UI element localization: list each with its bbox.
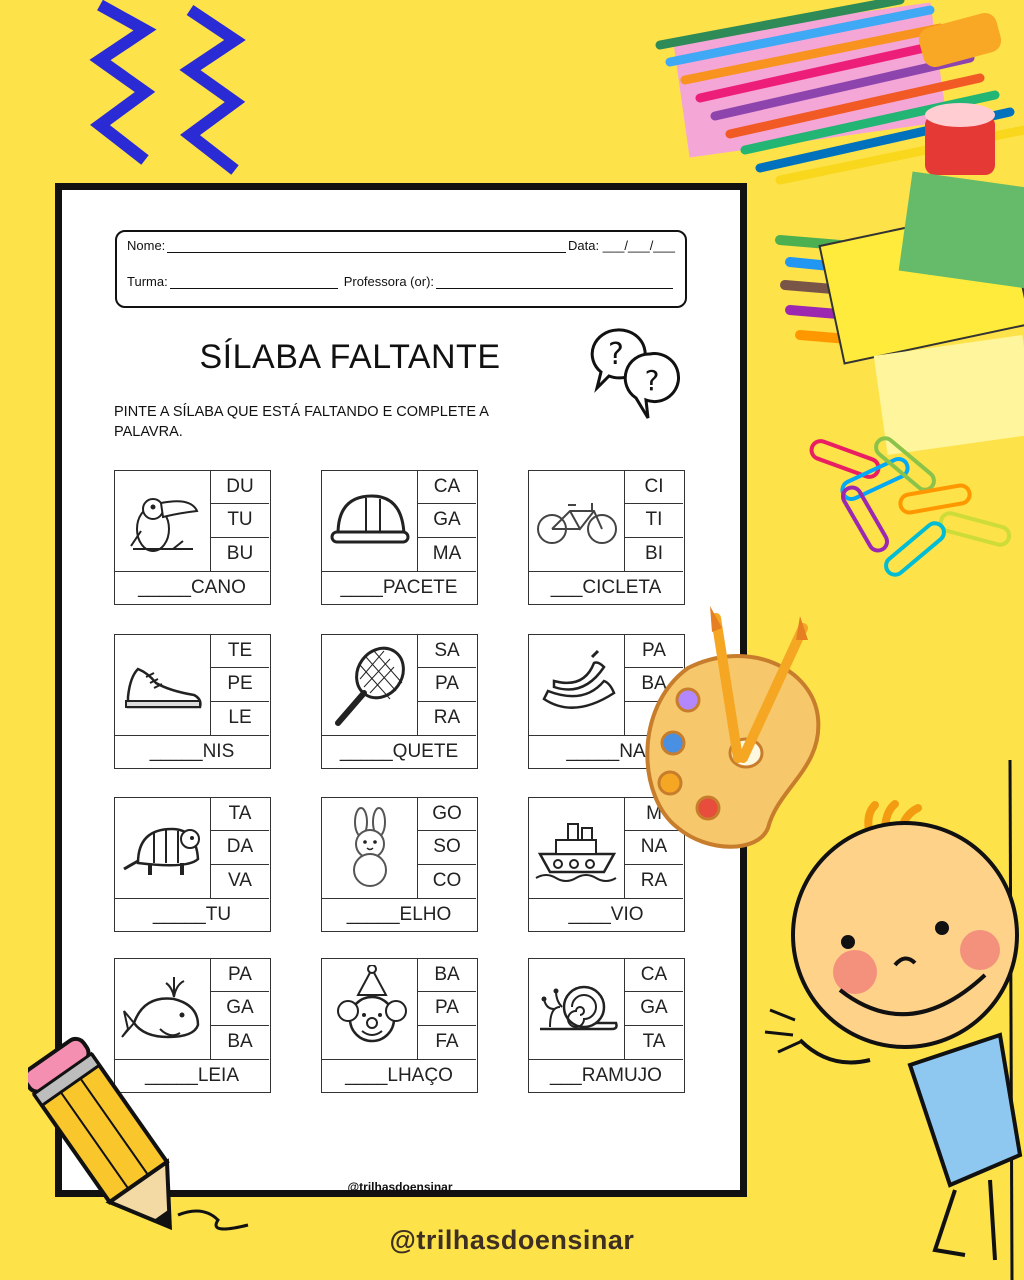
instruction-text: PINTE A SÍLABA QUE ESTÁ FALTANDO E COMPLETE A PALAVRA.	[114, 404, 489, 440]
class-label: Turma:	[127, 274, 168, 289]
syllable-option[interactable]: SA	[418, 635, 476, 668]
zigzag-decoration	[70, 0, 250, 190]
syllable-option[interactable]: TA	[211, 798, 269, 831]
syllable-option[interactable]: MA	[432, 543, 462, 565]
word-blank[interactable]: ____PACETE	[322, 571, 476, 604]
syllable-option[interactable]: CA	[418, 471, 476, 504]
syllable-option[interactable]: PA	[418, 668, 476, 701]
pencil-decoration	[28, 1030, 268, 1240]
syllable-option[interactable]: TA	[642, 1031, 666, 1053]
syllable-option[interactable]: GA	[625, 992, 683, 1025]
syllable-option[interactable]: PE	[211, 668, 269, 701]
syllable-option[interactable]: DU	[211, 471, 269, 504]
ship-icon	[529, 798, 625, 898]
class-line	[170, 274, 338, 289]
worksheet-title: SÍLABA FALTANTE	[199, 338, 501, 376]
word-blank[interactable]: _____NA	[529, 735, 683, 768]
syllable-option[interactable]: TE	[211, 635, 269, 668]
syllable-option[interactable]: BA	[418, 959, 476, 992]
banana-icon	[529, 635, 625, 735]
syllable-option[interactable]: CA	[625, 959, 683, 992]
exercise-card	[321, 470, 478, 605]
syllable-option[interactable]: LE	[228, 707, 252, 729]
teacher-label: Professora (or):	[343, 274, 435, 289]
syllable-option[interactable]: SO	[418, 831, 476, 864]
word-blank[interactable]: _____NIS	[115, 735, 269, 768]
rabbit-icon	[322, 798, 418, 898]
syllable-option[interactable]: RA	[433, 707, 461, 729]
syllable-option[interactable]: M	[625, 798, 683, 831]
syllable-option[interactable]: TU	[211, 504, 269, 537]
toucan-icon	[115, 471, 211, 571]
syllable-option[interactable]: CO	[432, 870, 462, 892]
clown-icon	[322, 959, 418, 1059]
syllable-option[interactable]: PA	[418, 992, 476, 1025]
exercise-card	[528, 470, 685, 605]
exercise-card	[114, 470, 271, 605]
word-blank[interactable]: ____VIO	[529, 898, 683, 931]
helmet-icon	[322, 471, 418, 571]
word-blank[interactable]: _____QUETE	[322, 735, 476, 768]
bicycle-icon	[529, 471, 625, 571]
syllable-option[interactable]: TI	[625, 504, 683, 537]
sneaker-icon	[115, 635, 211, 735]
word-blank[interactable]: ___CICLETA	[529, 571, 683, 604]
syllable-option[interactable]: BA	[227, 1031, 253, 1053]
svg-text:?: ?	[608, 337, 624, 372]
tennis-racket-icon	[322, 635, 418, 735]
syllable-option[interactable]: DA	[211, 831, 269, 864]
word-blank[interactable]: _____TU	[115, 898, 269, 931]
syllable-option[interactable]: RA	[640, 870, 668, 892]
syllable-option[interactable]: FA	[435, 1031, 459, 1053]
syllable-option[interactable]: NA	[625, 831, 683, 864]
exercise-card	[321, 797, 478, 932]
syllable-option[interactable]: GA	[418, 504, 476, 537]
exercise-card	[528, 958, 685, 1093]
syllable-option[interactable]: GO	[418, 798, 476, 831]
word-blank[interactable]: ____LHAÇO	[322, 1059, 476, 1092]
armadillo-icon	[115, 798, 211, 898]
boy-character-decoration	[760, 760, 1024, 1280]
exercise-card	[114, 797, 271, 932]
syllable-option[interactable]: CI	[625, 471, 683, 504]
syllable-option[interactable]: BI	[645, 543, 663, 565]
word-blank[interactable]: _____CANO	[115, 571, 269, 604]
syllable-option[interactable]: GA	[211, 992, 269, 1025]
syllable-option[interactable]: PA	[211, 959, 269, 992]
syllable-option[interactable]: PA	[625, 635, 683, 668]
word-blank[interactable]: _____LEIA	[115, 1059, 269, 1092]
name-label: Nome:	[127, 238, 166, 253]
worksheet-footer: @trilhasdoensinar	[347, 1180, 453, 1194]
svg-text:?: ?	[644, 364, 660, 397]
exercise-card	[114, 634, 271, 769]
teacher-line	[436, 274, 673, 289]
social-handle: @trilhasdoensinar	[389, 1225, 635, 1255]
snail-icon	[529, 959, 625, 1059]
name-line	[167, 238, 566, 253]
syllable-option[interactable]: VA	[228, 870, 252, 892]
exercise-card	[321, 958, 478, 1093]
syllable-option[interactable]: BA	[625, 668, 683, 701]
word-blank[interactable]: ___RAMUJO	[529, 1059, 683, 1092]
syllable-option[interactable]: BU	[226, 543, 254, 565]
exercise-card	[321, 634, 478, 769]
word-blank[interactable]: _____ELHO	[322, 898, 476, 931]
student-info-box	[115, 230, 687, 308]
question-bubbles-icon	[582, 322, 682, 422]
date-label: Data: ___/___/___	[568, 238, 675, 253]
